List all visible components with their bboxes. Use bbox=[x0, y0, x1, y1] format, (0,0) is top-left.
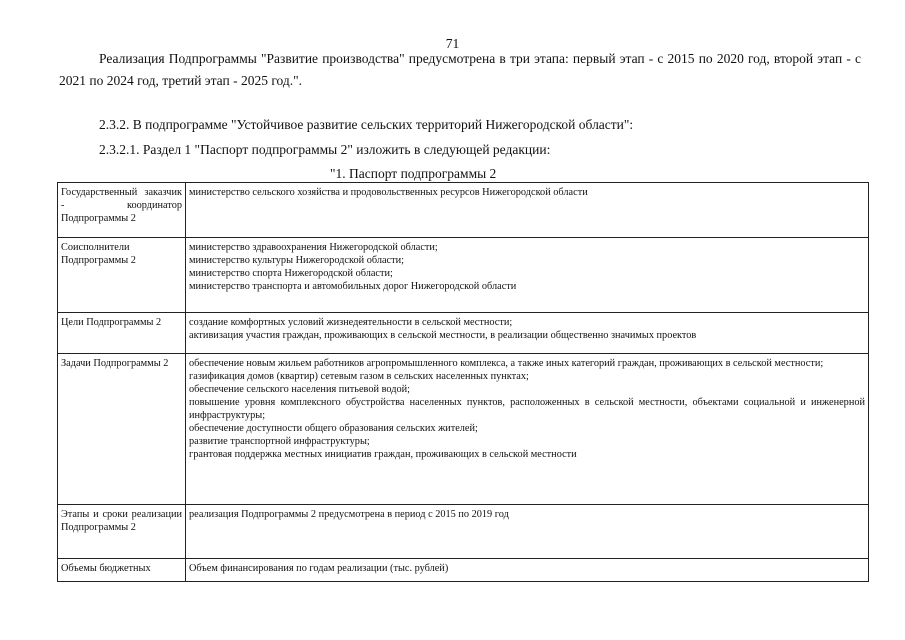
table-row bbox=[58, 559, 869, 582]
row-label: Цели Подпрограммы 2 bbox=[58, 313, 186, 354]
table-row bbox=[58, 183, 869, 238]
paragraph-subprogram-2: 2.3.2. В подпрограмме "Устойчивое развитие сельских территорий Нижегородской области": bbox=[99, 117, 634, 132]
passport-table bbox=[57, 182, 869, 582]
value-line: министерство спорта Нижегородской области; bbox=[189, 268, 393, 279]
row-value bbox=[186, 238, 869, 313]
row-label: Задачи Подпрограммы 2 bbox=[58, 354, 186, 505]
row-value bbox=[186, 559, 869, 582]
paragraph-stages: Реализация Подпрограммы "Развитие производства" предусмотрена в три этапа: первый этап - с 2015 по 2020 год, второй этап - с 2021 по 2024 год, третий этап - 2025 год.". bbox=[59, 51, 861, 88]
value-line: активизация участия граждан, проживающих в сельской местности, в реализации общественно значимых проектов bbox=[189, 330, 697, 341]
paragraph-section-1: 2.3.2.1. Раздел 1 "Паспорт подпрограммы 2" изложить в следующей редакции: bbox=[99, 142, 551, 157]
value-line: повышение уровня комплексного обустройства населенных пунктов, расположенных в сельской местности, объектами социальной и инженерной инфраструктуры; bbox=[189, 397, 865, 421]
value-line: министерство транспорта и автомобильных дорог Нижегородской области bbox=[189, 281, 517, 292]
row-value bbox=[186, 354, 869, 505]
value-line: обеспечение доступности общего образования сельских жителей; bbox=[189, 423, 478, 434]
value-line: обеспечение сельского населения питьевой водой; bbox=[189, 384, 410, 395]
value-line: Объем финансирования по годам реализации (тыс. рублей) bbox=[189, 563, 449, 574]
row-value bbox=[186, 183, 869, 238]
value-line: министерство сельского хозяйства и продовольственных ресурсов Нижегородской области bbox=[189, 187, 588, 198]
row-label: Этапы и сроки реализации Подпрограммы 2 bbox=[58, 505, 186, 559]
row-label: Государственный заказчик - координатор Подпрограммы 2 bbox=[58, 183, 186, 238]
value-line: создание комфортных условий жизнедеятельности в сельской местности; bbox=[189, 317, 513, 328]
table-row bbox=[58, 505, 869, 559]
page-number: 71 bbox=[445, 36, 460, 51]
table-caption: "1. Паспорт подпрограммы 2 bbox=[330, 166, 497, 181]
table-row bbox=[58, 313, 869, 354]
value-line: обеспечение новым жильем работников агропромышленного комплекса, а также иных категорий граждан, проживающих в сельской местности; bbox=[189, 358, 824, 369]
value-line: министерство здравоохранения Нижегородской области; bbox=[189, 242, 438, 253]
row-value bbox=[186, 505, 869, 559]
row-value bbox=[186, 313, 869, 354]
value-line: реализация Подпрограммы 2 предусмотрена в период с 2015 по 2019 год bbox=[189, 509, 509, 520]
value-line: грантовая поддержка местных инициатив граждан, проживающих в сельской местности bbox=[189, 449, 577, 460]
row-label: Объемы бюджетных bbox=[58, 559, 186, 582]
value-line: развитие транспортной инфраструктуры; bbox=[189, 436, 370, 447]
value-line: министерство культуры Нижегородской области; bbox=[189, 255, 404, 266]
row-label: Соисполнители Подпрограммы 2 bbox=[58, 238, 186, 313]
value-line: газификация домов (квартир) сетевым газом в сельских населенных пунктах; bbox=[189, 371, 529, 382]
table-row bbox=[58, 238, 869, 313]
table-row bbox=[58, 354, 869, 505]
